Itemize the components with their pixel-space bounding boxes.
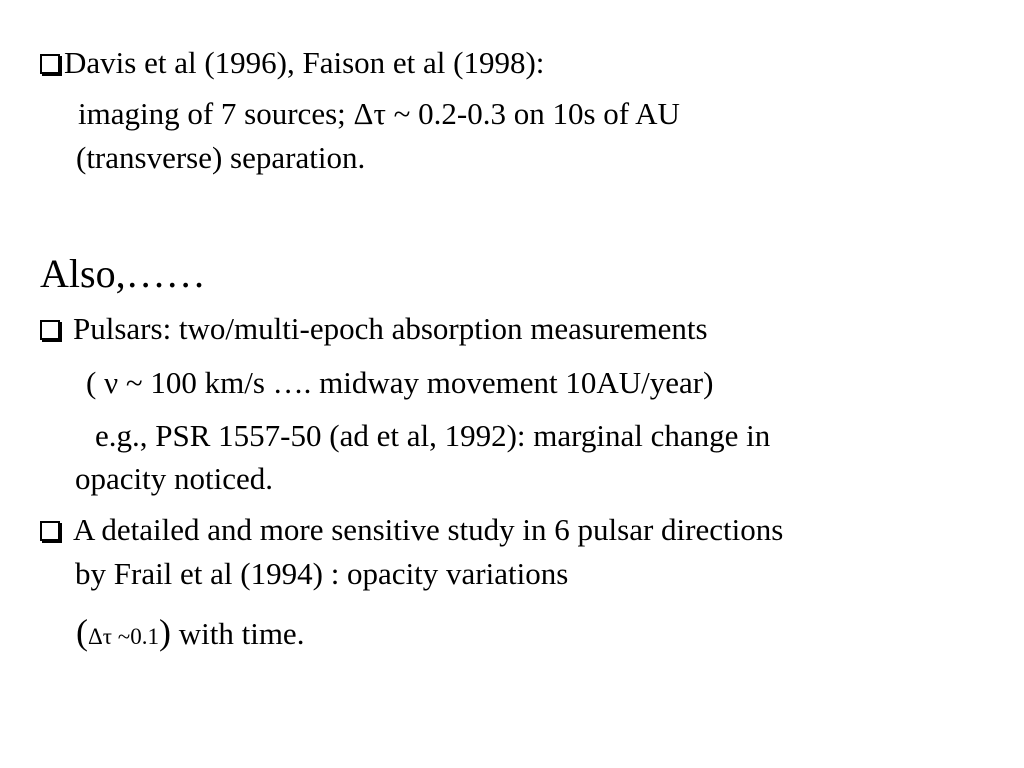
square-bullet-icon [40, 521, 60, 541]
item1-line2: (transverse) separation. [76, 140, 366, 175]
bullet-item-1 [40, 45, 544, 81]
item3-paren-open: ( [76, 612, 88, 652]
square-bullet-icon [40, 320, 60, 340]
item1-heading: Davis et al (1996), Faison et al (1998): [64, 45, 545, 80]
bullet-item-3 [40, 512, 783, 548]
item2-heading: Pulsars: two/multi-epoch absorption measurements [73, 311, 708, 346]
item3-delta: Δτ ~0.1 [88, 624, 159, 649]
also-heading: Also,…… [40, 251, 206, 296]
square-bullet-icon [40, 54, 60, 74]
item3-line2: by Frail et al (1994) : opacity variations [75, 556, 569, 591]
item3-tail: with time. [170, 616, 305, 651]
item3-paren-close: ) [158, 612, 171, 652]
item1-line1: imaging of 7 sources; Δτ ~ 0.2-0.3 on 10s of AU [78, 96, 680, 131]
item3-line3 [76, 614, 304, 655]
bullet-item-2 [40, 311, 708, 347]
item2-line1: ( ν ~ 100 km/s …. midway movement 10AU/year) [86, 365, 714, 400]
item3-line1: A detailed and more sensitive study in 6 pulsar directions [73, 512, 784, 547]
item2-line3: opacity noticed. [75, 461, 273, 496]
item2-line2: e.g., PSR 1557-50 (ad et al, 1992): marginal change in [95, 418, 771, 453]
